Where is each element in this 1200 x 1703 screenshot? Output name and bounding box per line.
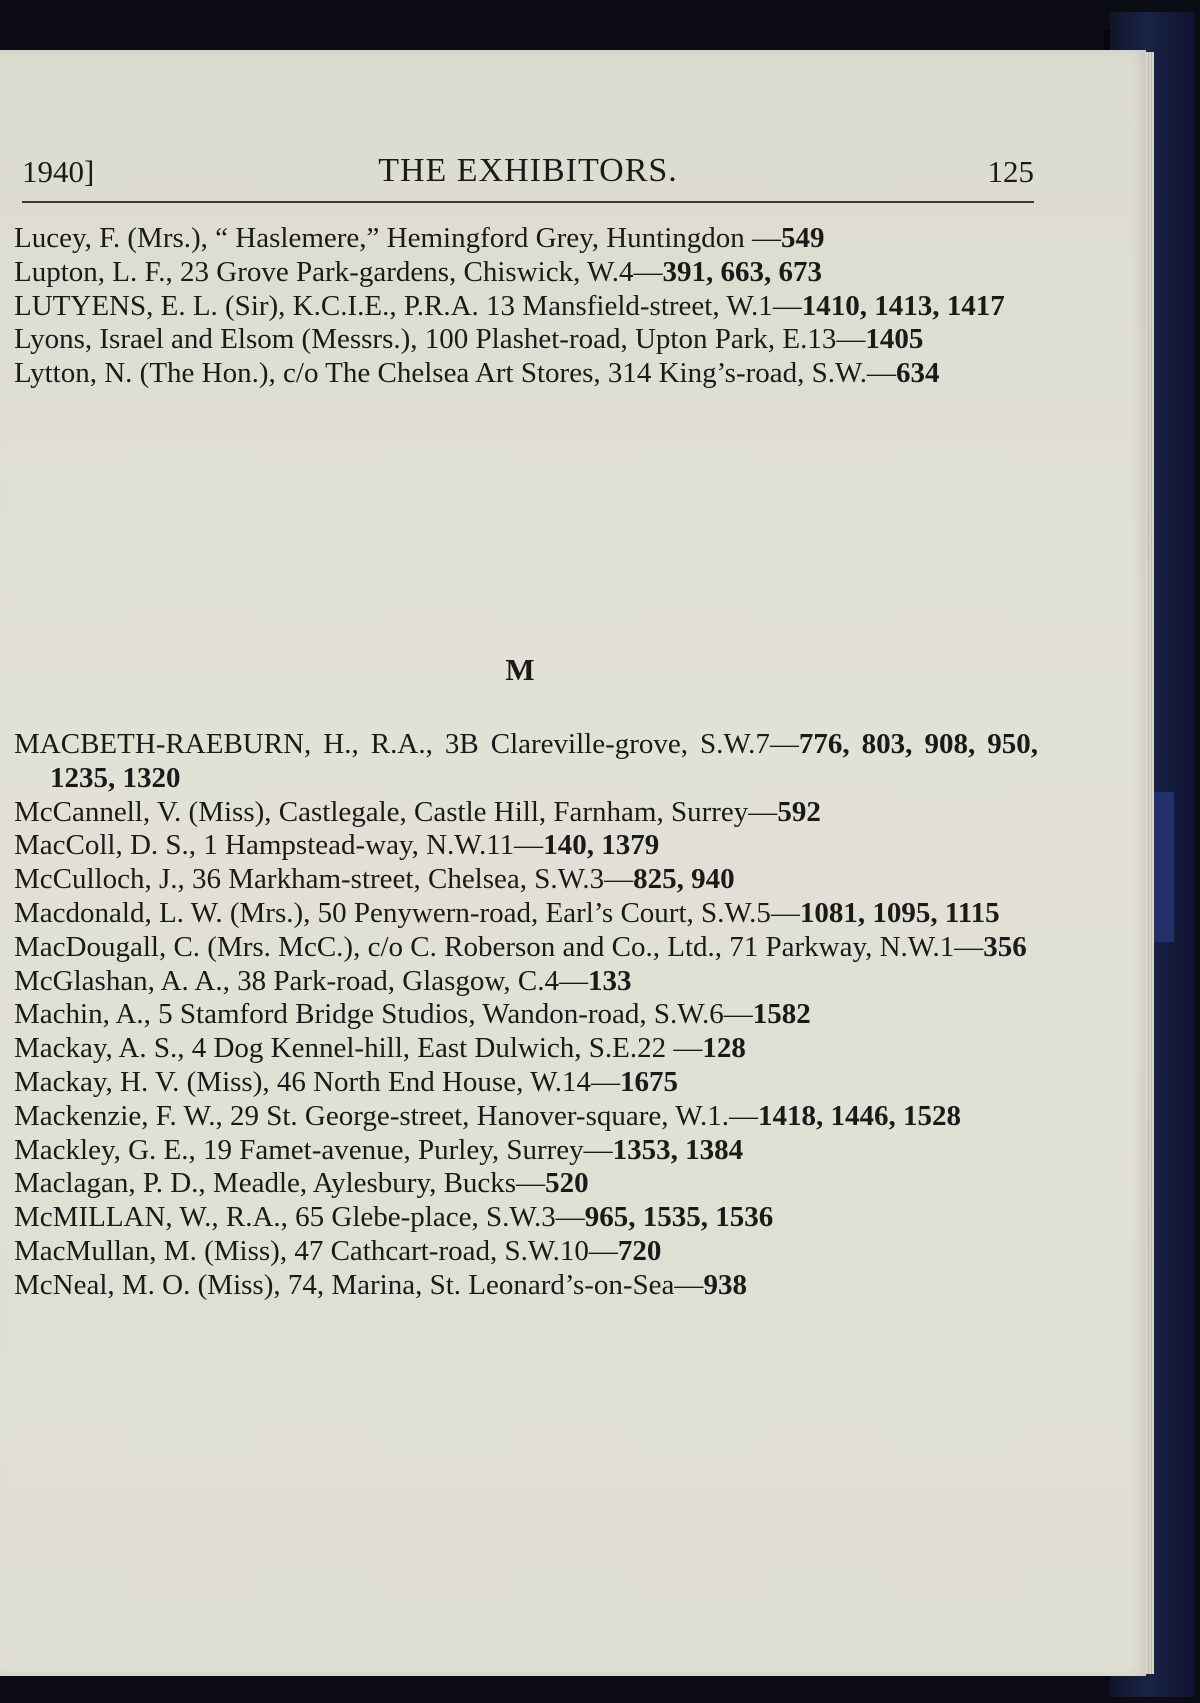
entry — [14, 796, 1038, 830]
entry-address: Mackley, G. E., 19 Famet-avenue, Purley, Surrey— — [14, 1133, 613, 1166]
entry-address: Maclagan, P. D., Meadle, Aylesbury, Bucks— — [14, 1167, 546, 1200]
entry-address: MACBETH-RAEBURN, H., R.A., 3B Clareville-grove, S.W.7— — [14, 728, 799, 760]
entry-address: MacDougall, C. (Mrs. McC.), c/o C. Roberson and Co., Ltd., 71 Parkway, N.W.1— — [14, 930, 984, 963]
entry — [14, 1235, 1038, 1269]
entry — [14, 1167, 1038, 1201]
entry-address: Lyons, Israel and Elsom (Messrs.), 100 Plashet-road, Upton Park, E.13— — [14, 323, 866, 356]
entry-address: Lytton, N. (The Hon.), c/o The Chelsea Art Stores, 314 King’s-road, S.W.— — [14, 357, 896, 390]
entry-address: Mackay, A. S., 4 Dog Kennel-hill, East Dulwich, S.E.22 — — [14, 1032, 703, 1065]
entry-address: McNeal, M. O. (Miss), 74, Marina, St. Leonard’s-on-Sea— — [14, 1268, 704, 1301]
entry-exhibit-numbers: 965, 1535, 1536 — [584, 1201, 774, 1234]
entry — [14, 897, 1038, 931]
entry — [14, 1134, 1038, 1168]
entry-exhibit-numbers: 128 — [702, 1032, 746, 1065]
entry — [14, 728, 1038, 796]
entry — [14, 965, 1038, 999]
entry-exhibit-numbers: 520 — [545, 1167, 589, 1200]
entry-exhibit-numbers: 140, 1379 — [543, 829, 660, 862]
entry — [14, 222, 1038, 256]
entry-address: Mackenzie, F. W., 29 St. George-street, Hanover-square, W.1.— — [14, 1099, 758, 1132]
entry-exhibit-numbers: 1081, 1095, 1115 — [799, 896, 1000, 929]
running-head-year: 1940] — [22, 154, 95, 189]
entry — [14, 323, 1038, 357]
entry-exhibit-numbers: 549 — [781, 222, 825, 254]
page-number: 125 — [987, 154, 1034, 189]
entry-exhibit-numbers: 1675 — [620, 1065, 679, 1098]
entry-exhibit-numbers: 825, 940 — [633, 863, 735, 896]
section-letter: M — [505, 652, 535, 687]
entry-exhibit-numbers: 1410, 1413, 1417 — [801, 289, 1005, 322]
entries-list-m — [14, 728, 1038, 1303]
entry-exhibit-numbers: 938 — [703, 1268, 747, 1301]
entry-exhibit-numbers: 391, 663, 673 — [662, 255, 823, 288]
entry-exhibit-numbers: 720 — [617, 1234, 662, 1267]
entry-address: McGlashan, A. A., 38 Park-road, Glasgow, C.4— — [14, 964, 589, 997]
entry-address: Machin, A., 5 Stamford Bridge Studios, Wandon-road, S.W.6— — [14, 998, 753, 1031]
entry — [14, 829, 1038, 863]
entry — [14, 290, 1038, 324]
entry-address: McCannell, V. (Miss), Castlegale, Castle Hill, Farnham, Surrey— — [14, 795, 778, 828]
entry — [14, 863, 1038, 897]
entry — [14, 357, 1038, 391]
entry-address: Lucey, F. (Mrs.), “ Haslemere,” Hemingford Grey, Huntingdon — — [14, 222, 782, 254]
entry-address: Macdonald, L. W. (Mrs.), 50 Penywern-road, Earl’s Court, S.W.5— — [14, 896, 800, 929]
header-rule — [22, 201, 1034, 203]
entry-address: Lupton, L. F., 23 Grove Park-gardens, Chiswick, W.4— — [14, 255, 663, 288]
entry — [14, 1066, 1038, 1100]
entry-exhibit-numbers: 592 — [777, 795, 821, 828]
entry — [14, 931, 1038, 965]
entry — [14, 1269, 1038, 1303]
entry-exhibit-numbers: 776, 803, 908, 950, 1235, 1320 — [50, 728, 1039, 794]
running-head — [22, 150, 1034, 198]
entry-exhibit-numbers: 1353, 1384 — [612, 1133, 744, 1166]
entry-address: LUTYENS, E. L. (Sir), K.C.I.E., P.R.A. 13 Mansfield-street, W.1— — [14, 289, 802, 322]
entry-exhibit-numbers: 1405 — [865, 323, 924, 356]
entry — [14, 1201, 1038, 1235]
entry — [14, 1032, 1038, 1066]
entry-exhibit-numbers: 1582 — [752, 998, 811, 1031]
entry-exhibit-numbers: 356 — [983, 930, 1027, 963]
entry — [14, 1100, 1038, 1134]
entry-exhibit-numbers: 634 — [895, 357, 940, 390]
entry-exhibit-numbers: 1418, 1446, 1528 — [757, 1099, 961, 1132]
thumb-index-tab — [1152, 792, 1174, 942]
entry-address: MacColl, D. S., 1 Hampstead-way, N.W.11— — [14, 829, 544, 862]
entry-exhibit-numbers: 133 — [588, 964, 632, 997]
entry-address: MacMullan, M. (Miss), 47 Cathcart-road, S.W.10— — [14, 1234, 618, 1267]
running-head-title: THE EXHIBITORS. — [378, 152, 678, 189]
entries-list-l — [14, 222, 1038, 391]
entry-address: McMILLAN, W., R.A., 65 Glebe-place, S.W.3— — [14, 1201, 585, 1234]
entry — [14, 256, 1038, 290]
entry — [14, 998, 1038, 1032]
entry-address: Mackay, H. V. (Miss), 46 North End House, W.14— — [14, 1065, 621, 1098]
entry-address: McCulloch, J., 36 Markham-street, Chelsea, S.W.3— — [14, 863, 634, 896]
